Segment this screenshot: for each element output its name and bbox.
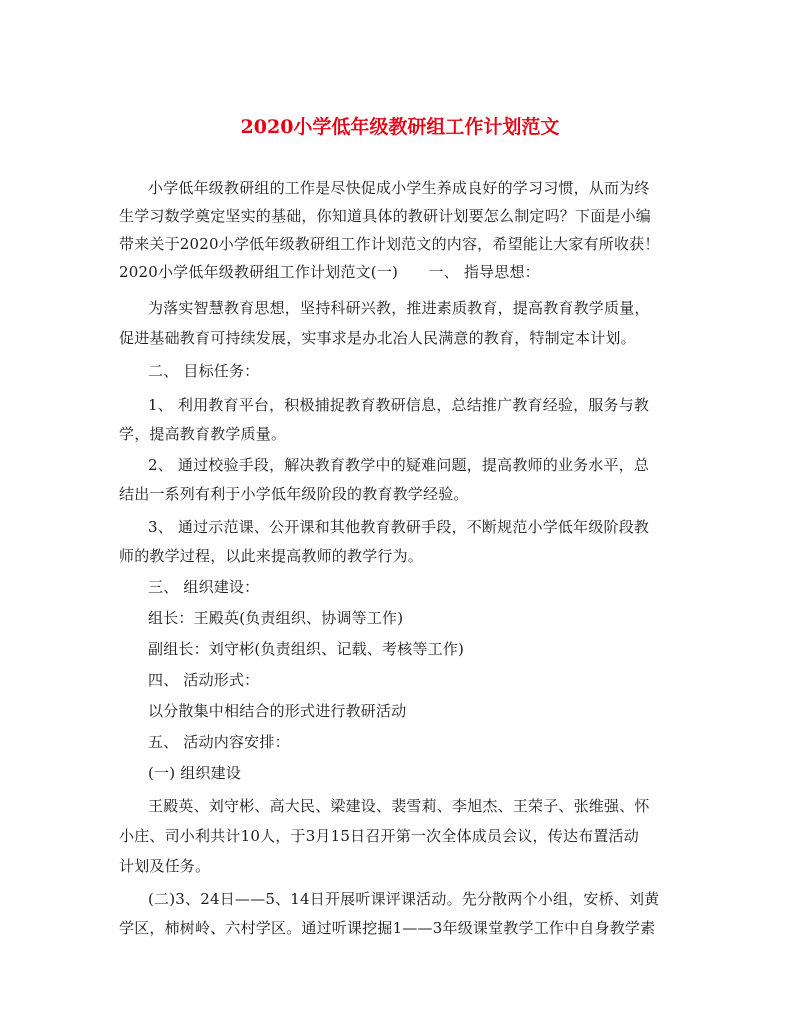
section-heading: 二、 目标任务： bbox=[148, 362, 260, 380]
paragraph-line: 副组长：刘守彬(负责组织、记载、考核等工作) bbox=[148, 640, 465, 658]
paragraph-line: 3、 通过示范课、公开课和其他教育教研手段，不断规范小学低年级阶段教 bbox=[148, 518, 650, 536]
paragraph-line: 计划及任务。 bbox=[119, 857, 211, 875]
section-heading: 五、 活动内容安排： bbox=[148, 733, 290, 751]
paragraph-line: 2、 通过校验手段，解决教育教学中的疑难问题，提高教师的业务水平，总 bbox=[148, 456, 650, 474]
paragraph-line: 结出一系列有利于小学低年级阶段的教育教学经验。 bbox=[119, 485, 469, 503]
paragraph-line: 1、 利用教育平台，积极捕捉教育教研信息，总结推广教育经验，服务与教 bbox=[148, 396, 650, 414]
paragraph-line: 以分散集中相结合的形式进行教研活动 bbox=[148, 702, 407, 720]
paragraph-line: 组长：王殿英(负责组织、协调等工作) bbox=[148, 609, 404, 627]
section-heading: 三、 组织建设： bbox=[148, 578, 260, 596]
paragraph-line: 小庄、司小利共计10人，于3月15日召开第一次全体成员会议，传达布置活动 bbox=[119, 827, 639, 845]
paragraph-line: 为落实智慧教育思想，坚持科研兴教，推进素质教育，提高教育教学质量， bbox=[148, 299, 650, 317]
subsection-heading: (一) 组织建设 bbox=[148, 764, 242, 782]
document-title: 2020小学低年级教研组工作计划范文 bbox=[240, 116, 560, 138]
paragraph-line: 学，提高教育教学质量。 bbox=[119, 425, 287, 443]
paragraph-line: (二)3、24日——5、14日开展听课评课活动。先分散两个小组，安桥、刘黄 bbox=[148, 890, 660, 908]
paragraph-line: 2020小学低年级教研组工作计划范文(一) 一、 指导思想： bbox=[119, 263, 540, 281]
paragraph-line: 小学低年级教研组的工作是尽快促成小学生养成良好的学习习惯，从而为终 bbox=[148, 179, 650, 197]
paragraph-line: 学区，柿树岭、六村学区。通过听课挖掘1——3年级课堂教学工作中自身教学素 bbox=[119, 919, 656, 937]
paragraph-line: 王殿英、刘守彬、高大民、梁建设、裴雪莉、李旭杰、王荣子、张维强、怀 bbox=[148, 797, 650, 815]
paragraph-line: 带来关于2020小学低年级教研组工作计划范文的内容，希望能让大家有所收获！ bbox=[119, 235, 660, 253]
section-heading: 四、 活动形式： bbox=[148, 671, 260, 689]
paragraph-line: 生学习数学奠定坚实的基础，你知道具体的教研计划要怎么制定吗？下面是小编 bbox=[119, 207, 652, 225]
paragraph-line: 促进基础教育可持续发展，实事求是办北冶人民满意的教育，特制定本计划。 bbox=[119, 329, 636, 347]
paragraph-line: 师的教学过程，以此来提高教师的教学行为。 bbox=[119, 547, 424, 565]
